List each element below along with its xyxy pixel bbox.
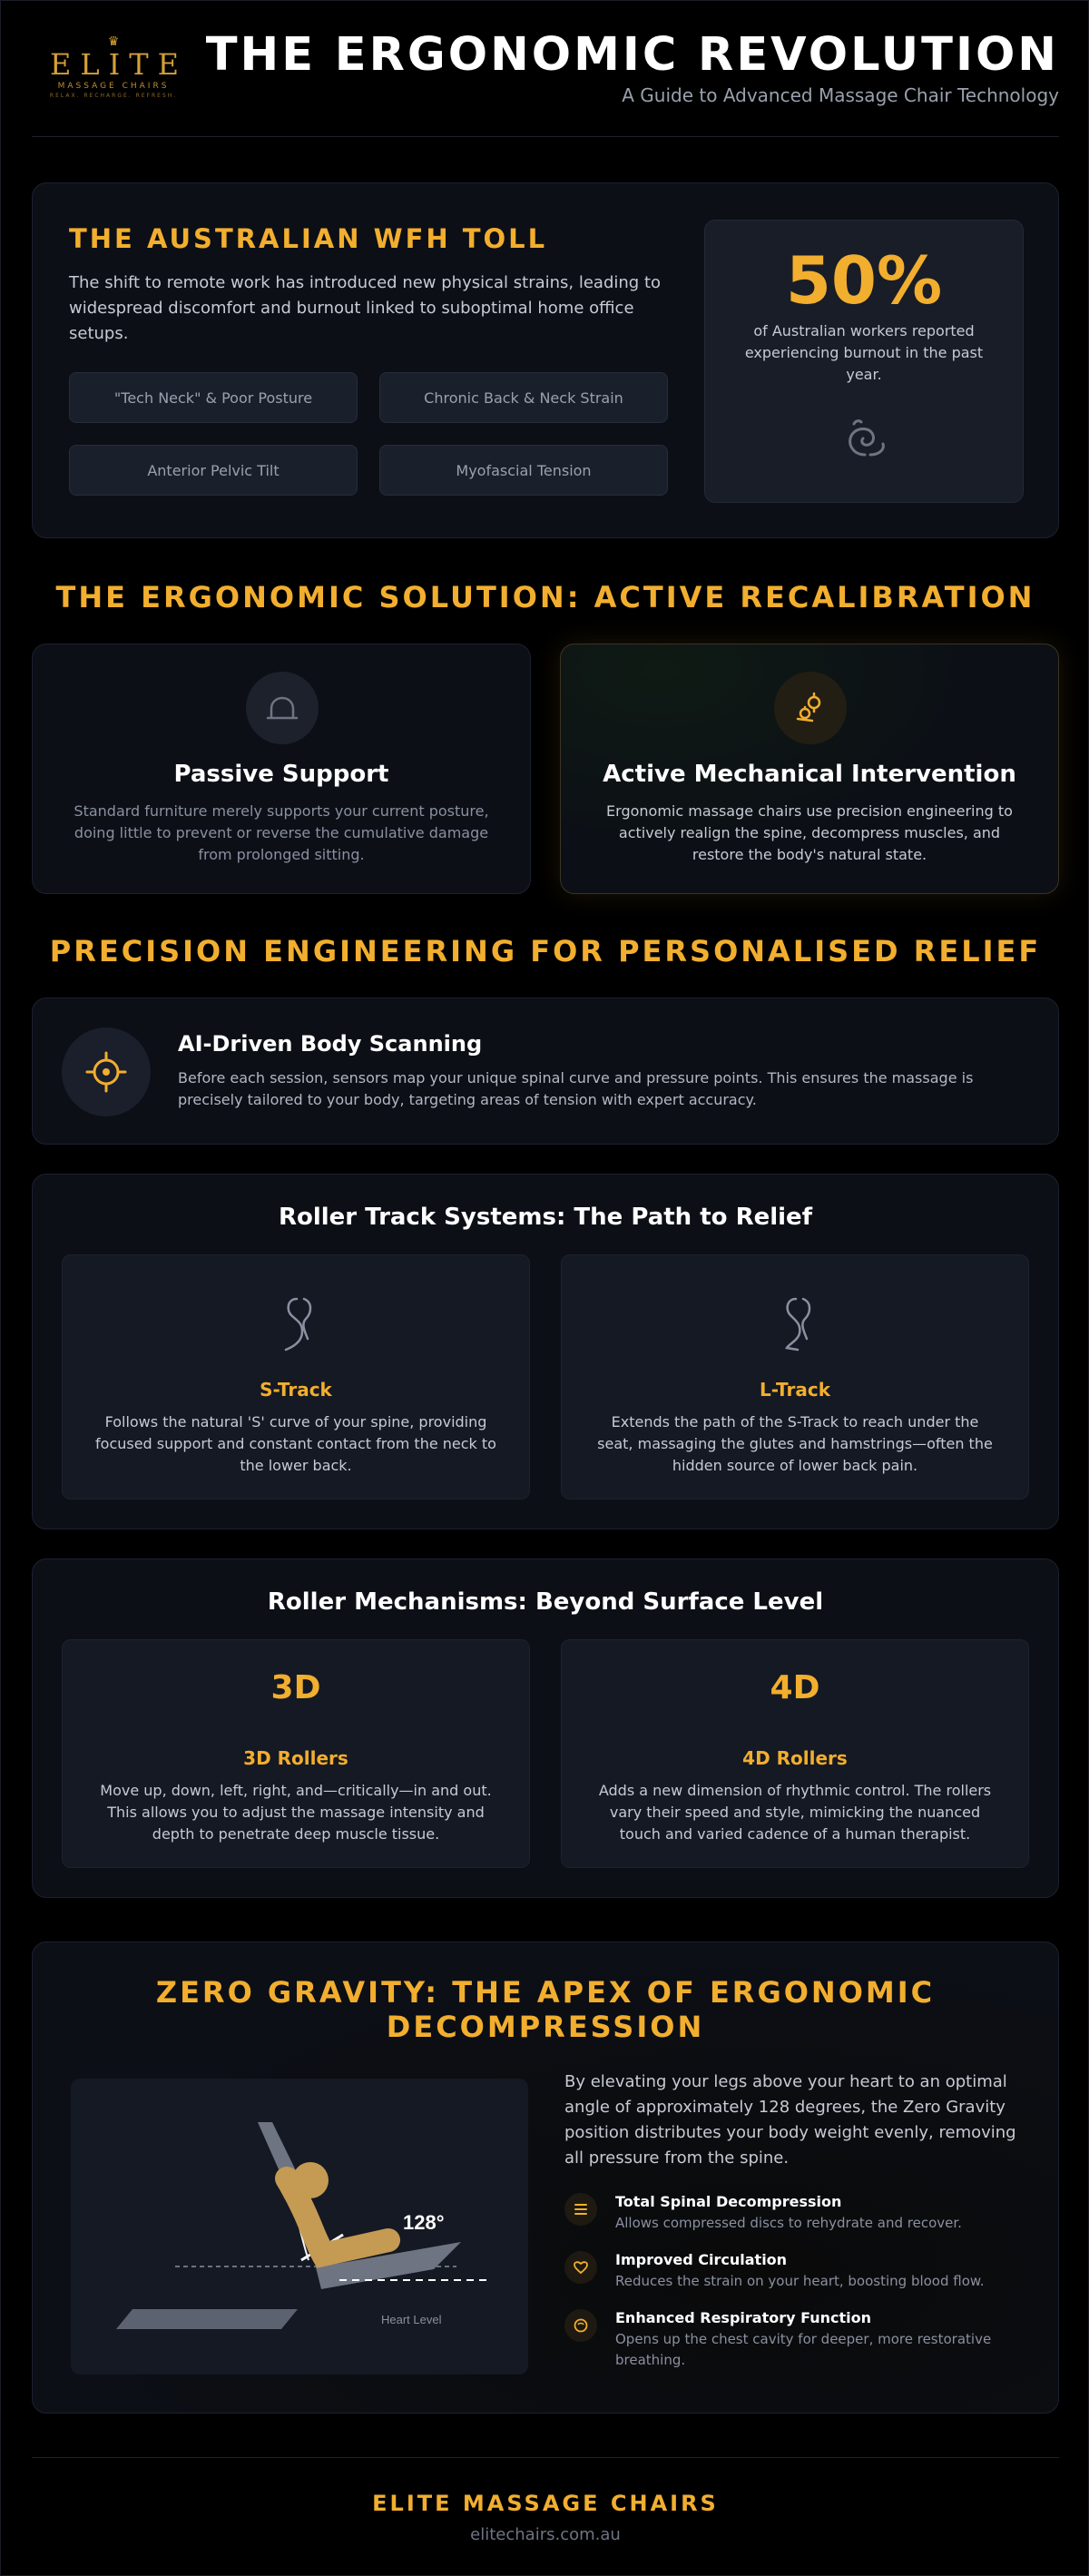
rollers-4d-card xyxy=(561,1639,1029,1868)
benefit-title: Enhanced Respiratory Function xyxy=(615,2309,872,2326)
benefit-item xyxy=(564,2193,1027,2247)
dome-icon xyxy=(246,672,319,744)
benefit-text: Allows compressed discs to rehydrate and recover. xyxy=(615,2215,962,2231)
s-track-card xyxy=(62,1254,530,1499)
active-text: Ergonomic massage chairs use precision engineering to actively realign the spine, decompress muscles, and restore the body's natural state. xyxy=(606,802,1013,863)
rollers-title: Roller Mechanisms: Beyond Surface Level xyxy=(267,1588,824,1616)
logo-tagline: RELAX. RECHARGE. REFRESH. xyxy=(49,93,178,99)
rollers-4d-title: 4D Rollers xyxy=(742,1747,848,1769)
zero-gravity-card xyxy=(32,1942,1059,2414)
ai-scanning-card xyxy=(32,998,1059,1145)
zero-gravity-illustration xyxy=(71,2079,528,2374)
footer-brand: ELITE MASSAGE CHAIRS xyxy=(372,2491,719,2516)
roller-mechanisms-section xyxy=(32,1558,1059,1898)
wfh-toll-card xyxy=(32,182,1059,538)
logo-sub: MASSAGE CHAIRS xyxy=(57,82,170,91)
gears-icon xyxy=(774,672,847,744)
symptom-chip: Myofascial Tension xyxy=(379,445,668,496)
benefit-text: Opens up the chest cavity for deeper, more restorative breathing. xyxy=(615,2331,992,2368)
heart-level-label: Heart Level xyxy=(381,2313,442,2326)
page-title: THE ERGONOMIC REVOLUTION xyxy=(205,28,1059,82)
l-track-icon xyxy=(778,1295,814,1353)
s-track-icon xyxy=(279,1295,315,1353)
active-title: Active Mechanical Intervention xyxy=(603,761,1016,788)
l-track-card xyxy=(561,1254,1029,1499)
stat-text: of Australian workers reported experiencing burnout in the past year. xyxy=(744,322,984,383)
zero-gravity-intro: By elevating your legs above your heart to an optimal angle of approximately 128 degrees, the Zero Gravity position distributes your body weight evenly, removing all pressure from the spine. xyxy=(564,2072,1016,2168)
spine-icon xyxy=(564,2193,597,2226)
rollers-3d-title: 3D Rollers xyxy=(243,1747,348,1769)
ai-text: Before each session, sensors map your unique spinal curve and pressure points. This ensures the massage is precisely tailored to your body, targeting areas of tension with expert accuracy. xyxy=(178,1069,974,1108)
passive-title: Passive Support xyxy=(173,761,389,788)
rollers-3d-card xyxy=(62,1639,530,1868)
benefit-title: Improved Circulation xyxy=(615,2251,788,2268)
page-subtitle: A Guide to Advanced Massage Chair Technology xyxy=(622,84,1059,106)
l-track-text: Extends the path of the S-Track to reach under the seat, massaging the glutes and hamstrings—often the hidden source of lower back pain. xyxy=(597,1413,993,1474)
l-track-title: L-Track xyxy=(759,1379,831,1401)
active-intervention-card xyxy=(560,644,1059,894)
s-track-title: S-Track xyxy=(260,1379,332,1401)
rollers-3d-badge: 3D xyxy=(270,1669,321,1706)
footer xyxy=(32,2457,1059,2566)
logo-brand: ELITE xyxy=(50,47,188,82)
solution-title: THE ERGONOMIC SOLUTION: ACTIVE RECALIBRATION xyxy=(55,580,1035,615)
passive-text: Standard furniture merely supports your current posture, doing little to prevent or reverse the cumulative damage from prolonged sitting. xyxy=(74,802,489,863)
benefit-item xyxy=(564,2309,1027,2368)
heart-icon xyxy=(564,2251,597,2284)
symptom-chip: "Tech Neck" & Poor Posture xyxy=(69,372,358,423)
stat-value: 50% xyxy=(785,242,943,319)
footer-url-link[interactable]: elitechairs.com.au xyxy=(470,2525,621,2544)
precision-title: PRECISION ENGINEERING FOR PERSONALISED RELIEF xyxy=(49,934,1042,968)
symptom-chip: Chronic Back & Neck Strain xyxy=(379,372,668,423)
rollers-4d-badge: 4D xyxy=(770,1669,820,1706)
benefit-title: Total Spinal Decompression xyxy=(615,2193,842,2210)
header xyxy=(32,23,1059,137)
benefit-item xyxy=(564,2251,1027,2306)
crosshair-icon xyxy=(62,1027,151,1116)
wfh-toll-title: THE AUSTRALIAN WFH TOLL xyxy=(69,223,548,254)
crown-icon: ♛ xyxy=(107,34,120,49)
zero-gravity-title: ZERO GRAVITY: THE APEX OF ERGONOMIC DECOMPRESSION xyxy=(155,1975,936,2044)
benefit-text: Reduces the strain on your heart, boosting blood flow. xyxy=(615,2273,985,2289)
reclined-chair-icon xyxy=(71,2079,528,2374)
ai-title: AI-Driven Body Scanning xyxy=(178,1031,483,1057)
rollers-3d-text: Move up, down, left, right, and—critically—in and out. This allows you to adjust the massage intensity and depth to penetrate deep muscle tissue. xyxy=(100,1782,492,1843)
symptom-chip: Anterior Pelvic Tilt xyxy=(69,445,358,496)
logo[interactable] xyxy=(41,35,186,108)
angle-label: 128° xyxy=(403,2211,445,2234)
lungs-icon xyxy=(564,2309,597,2342)
roller-track-section xyxy=(32,1174,1059,1529)
rollers-4d-text: Adds a new dimension of rhythmic control. The rollers vary their speed and style, mimicking the nuanced touch and varied cadence of a human therapist. xyxy=(598,1782,992,1843)
tracks-title: Roller Track Systems: The Path to Relief xyxy=(278,1204,813,1231)
passive-support-card xyxy=(32,644,531,894)
burnout-stat xyxy=(704,220,1024,503)
s-track-text: Follows the natural 'S' curve of your spine, providing focused support and constant contact from the neck to the lower back. xyxy=(95,1413,496,1474)
wfh-toll-text: The shift to remote work has introduced new physical strains, leading to widespread discomfort and burnout linked to suboptimal home office setups. xyxy=(69,273,662,343)
burnout-swirl-icon xyxy=(838,411,892,466)
